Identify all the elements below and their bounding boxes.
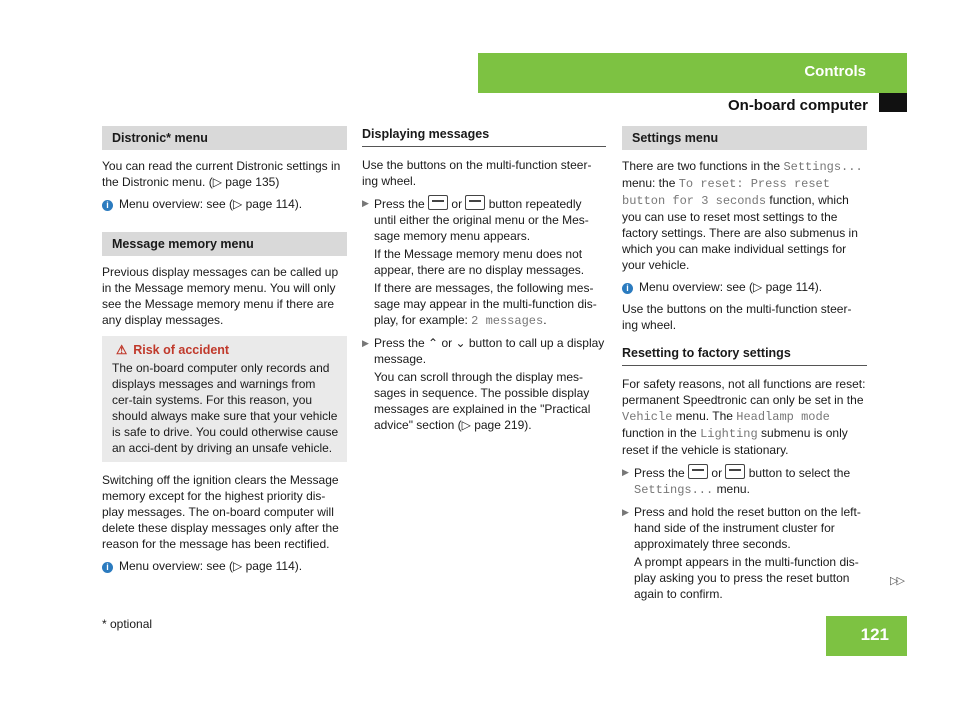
warning-triangle-icon: ⚠ [116, 343, 128, 357]
text: For safety reasons, not all functions are reset: permanent Speedtronic can only be set in the [622, 377, 866, 407]
warning-text: The on-board computer only records and displays messages and warnings from cer-tain systems. For this reason, you should always make sure that your vehicle is safe to drive. You could otherwise cause an acci-dent by driving an unsafe vehicle. [112, 361, 339, 455]
step-text: Press the [374, 336, 425, 350]
page-number-box [826, 616, 907, 656]
step-text: button repeatedly until either the original menu or the Mes-sage memory menu appears. [374, 197, 589, 243]
menu-down-button-icon [465, 195, 485, 210]
display-code: Headlamp mode [736, 410, 830, 424]
info-text: Menu overview: see (▷ page 114). [639, 280, 823, 294]
step-text: button to call up a display message. [374, 336, 605, 366]
info-icon: i [102, 200, 113, 211]
displaying-messages-heading: Displaying messages [362, 126, 606, 147]
display-code: Lighting [700, 427, 758, 441]
menu-up-button-icon [428, 195, 448, 210]
scroll-down-icon: ⌄ [455, 336, 466, 350]
step-note: A prompt appears in the multi-function dis-play asking you to press the reset button again to confirm. [634, 555, 859, 601]
step-2 [362, 335, 606, 433]
menu-up-button-icon [688, 464, 708, 479]
warning-box [102, 336, 347, 462]
settings-heading: Settings menu [622, 126, 867, 150]
step-2 [622, 504, 867, 602]
info-text: Menu overview: see (▷ page 114). [119, 559, 303, 573]
step-text: Press the [374, 197, 425, 211]
text: function, which you can use to reset most settings to the factory settings. There are also submenus in which you can make individual settings for your vehicle. [622, 193, 858, 272]
step-note: If there are messages, the following mes-sage may appear in the multi-function dis-play, for example: 2 messages. [374, 281, 597, 328]
bullet-arrow-icon: ▶ [622, 507, 629, 517]
display-code: 2 messages [471, 314, 544, 328]
footnote: * optional [102, 617, 153, 631]
warning-title-text: Risk of accident [133, 343, 230, 357]
scroll-up-icon: ⌃ [428, 336, 439, 350]
display-code: Vehicle [622, 410, 673, 424]
step-text: Press the [634, 466, 685, 480]
menu-down-button-icon [725, 464, 745, 479]
text: menu: the [622, 176, 676, 190]
steering-wheel-text: Use the buttons on the multi-function steer-ing wheel. [362, 158, 592, 188]
bullet-arrow-icon: ▶ [362, 198, 369, 208]
or-text: or [451, 197, 463, 211]
step-text: button to select the [748, 466, 851, 480]
step-1 [622, 464, 867, 498]
distronic-heading: Distronic* menu [102, 126, 347, 150]
info-note [622, 279, 867, 295]
settings-text [622, 158, 867, 273]
text: menu. The [675, 409, 733, 423]
message-memory-heading: Message memory menu [102, 232, 347, 256]
step-note-text: If there are messages, the following mes-sage may appear in the multi-function dis-play, for example: [374, 281, 597, 327]
display-code: Settings... [783, 160, 863, 174]
text: function in the [622, 426, 697, 440]
step-1 [362, 195, 606, 329]
continued-marker: ▷▷ [890, 575, 903, 587]
text: submenu is only reset if the vehicle is stationary. [622, 426, 848, 457]
section-tab [478, 53, 907, 93]
step-text: menu. [716, 482, 750, 496]
bullet-arrow-icon: ▶ [622, 467, 629, 477]
factory-reset-text [622, 376, 867, 458]
step-note: If the Message memory menu does not appear, there are no display messages. [374, 247, 585, 277]
info-icon: i [622, 283, 633, 294]
or-text: or [441, 336, 453, 350]
display-code: Settings... [634, 483, 714, 497]
page-number: 121 [860, 625, 889, 644]
info-text: Menu overview: see (▷ page 114). [119, 197, 303, 211]
steering-wheel-text: Use the buttons on the multi-function steer-ing wheel. [622, 302, 852, 332]
bullet-arrow-icon: ▶ [362, 338, 369, 348]
ignition-text: Switching off the ignition clears the Message memory except for the highest priority dis-play messages. The on-board computer will delete these display messages only after the reason for the message has been rectified. [102, 473, 339, 551]
info-icon: i [102, 562, 113, 573]
column-3 [622, 126, 867, 608]
step-note: You can scroll through the display mes-sages in sequence. The possible display messages are explained in the "Practical advice" section (▷ page 219). [374, 370, 591, 432]
info-note [102, 196, 347, 212]
info-note-2 [102, 558, 347, 574]
display-code: To reset: Press reset button for 3 seconds [622, 177, 830, 208]
message-memory-text: Previous display messages can be called up in the Message memory menu. You will only see the Message memory menu if there are any display messages. [102, 265, 339, 327]
warning-title [112, 342, 339, 358]
step-text: Press and hold the reset button on the left-hand side of the instrument cluster for approximately three seconds. [634, 505, 861, 551]
column-1 [102, 126, 347, 580]
text: There are two functions in the [622, 159, 781, 173]
thumb-marker [879, 93, 907, 112]
column-2 [362, 126, 606, 439]
distronic-text: You can read the current Distronic settings in the Distronic menu. (▷ page 135) [102, 159, 341, 189]
section-title: Controls [804, 63, 866, 80]
or-text: or [711, 466, 723, 480]
factory-reset-heading: Resetting to factory settings [622, 345, 867, 366]
subsection-title: On-board computer [727, 97, 868, 114]
